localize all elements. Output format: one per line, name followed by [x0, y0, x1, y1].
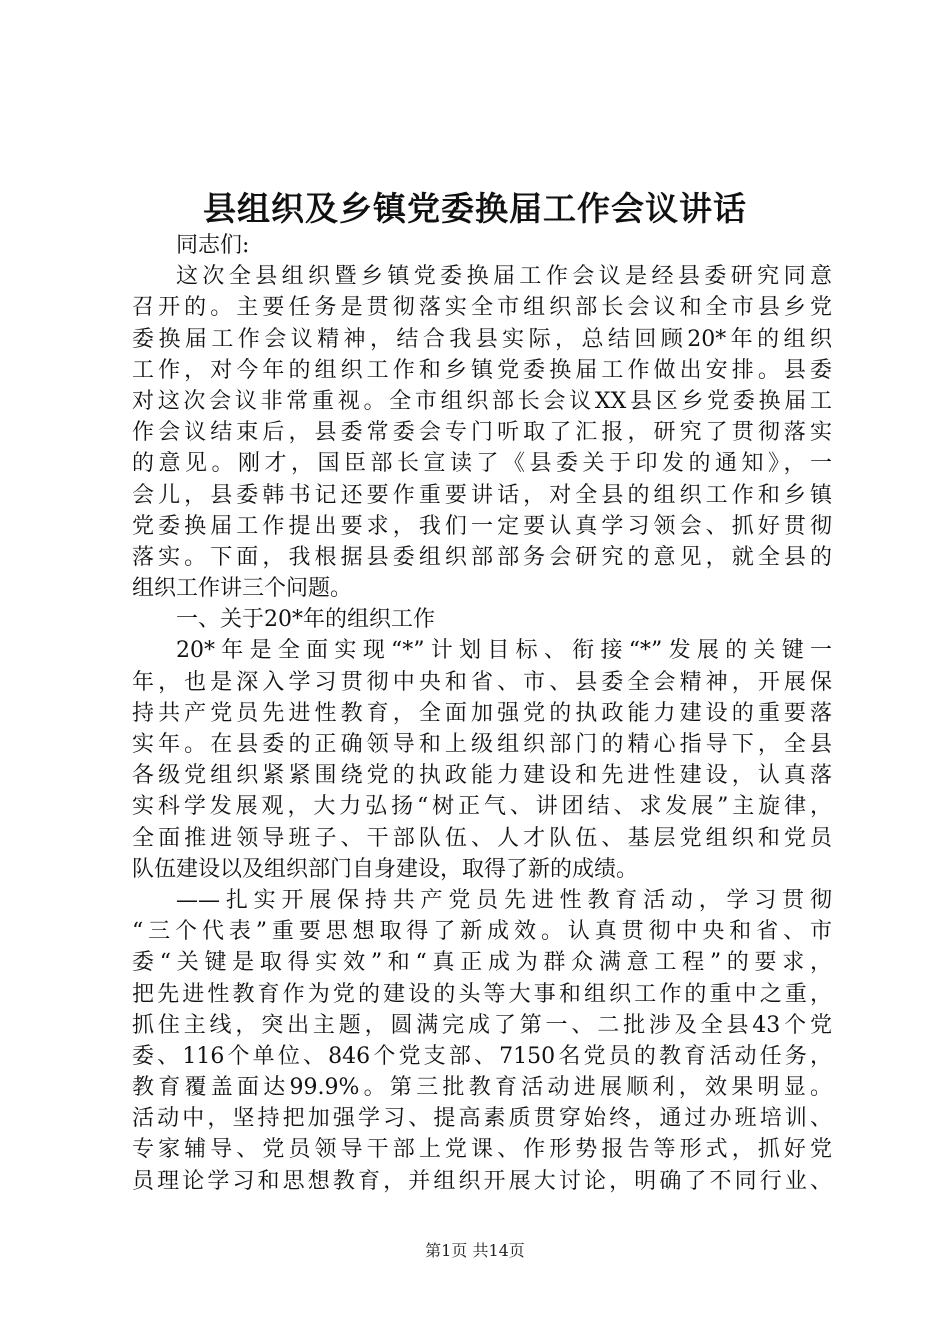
text-line: 把先进性教育作为党的建设的头等大事和组织工作的重中之重， [132, 981, 832, 1007]
text-line: 持共产党员先进性教育，全面加强党的执政能力建设的重要落 [132, 700, 832, 726]
text-line: 各级党组织紧紧围绕党的执政能力建设和先进性建设，认真落 [132, 763, 832, 789]
text-line: 20*年是全面实现“*”计划目标、衔接“*”发展的关键一 [176, 638, 832, 664]
page-footer: 第1页 共14页 [425, 1241, 525, 1260]
text-line: 抓住主线，突出主题，圆满完成了第一、二批涉及全县43个党 [132, 1012, 832, 1038]
document-body [132, 230, 832, 1197]
document-title: 县组织及乡镇党委换届工作会议讲话 [203, 189, 747, 228]
text-line: 专家辅导、党员领导干部上党课、作形势报告等形式，抓好党 [132, 1137, 832, 1163]
text-line: ——扎实开展保持共产党员先进性教育活动，学习贯彻 [176, 887, 832, 913]
text-line: 这次全县组织暨乡镇党委换届工作会议是经县委研究同意 [176, 264, 832, 290]
text-line: 员理论学习和思想教育，并组织开展大讨论，明确了不同行业、 [132, 1168, 832, 1194]
text-line: 一、关于20*年的组织工作 [176, 607, 435, 633]
text-line: 召开的。主要任务是贯彻落实全市组织部长会议和全市县乡党 [132, 295, 832, 321]
text-line: 年，也是深入学习贯彻中央和省、市、县委全会精神，开展保 [132, 669, 832, 695]
text-line: 活动中，坚持把加强学习、提高素质贯穿始终，通过办班培训、 [132, 1106, 832, 1132]
text-line: 落实。下面，我根据县委组织部部务会研究的意见，就全县的 [132, 544, 832, 570]
text-line: 全面推进领导班子、干部队伍、人才队伍、基层党组织和党员 [132, 825, 832, 851]
text-line: 会儿，县委韩书记还要作重要讲话，对全县的组织工作和乡镇 [132, 482, 832, 508]
text-line: “三个代表”重要思想取得了新成效。认真贯彻中央和省、市 [132, 919, 832, 945]
text-line: 工作，对今年的组织工作和乡镇党委换届工作做出安排。县委 [132, 357, 832, 383]
text-line: 组织工作讲三个问题。 [132, 576, 353, 602]
text-line: 作会议结束后，县委常委会专门听取了汇报，研究了贯彻落实 [132, 420, 832, 446]
text-line: 同志们: [176, 233, 250, 258]
text-line: 实年。在县委的正确领导和上级组织部门的精心指导下，全县 [132, 732, 832, 757]
text-line: 的意见。刚才，国臣部长宣读了《县委关于印发的通知》，一 [132, 451, 832, 477]
text-line: 对这次会议非常重视。全市组织部长会议XX县区乡党委换届工 [132, 388, 832, 414]
text-line: 委“关键是取得实效”和“真正成为群众满意工程”的要求， [132, 950, 832, 976]
text-line: 教育覆盖面达99.9%。第三批教育活动进展顺利，效果明显。 [132, 1075, 832, 1101]
text-line: 委换届工作会议精神，结合我县实际，总结回顾20*年的组织 [132, 326, 832, 352]
text-line: 实科学发展观，大力弘扬“树正气、讲团结、求发展”主旋律， [132, 794, 832, 820]
text-line: 委、116个单位、846个党支部、7150名党员的教育活动任务， [132, 1043, 832, 1069]
text-line: 党委换届工作提出要求，我们一定要认真学习领会、抓好贯彻 [132, 513, 832, 539]
text-line: 队伍建设以及组织部门自身建设，取得了新的成绩。 [132, 856, 639, 882]
